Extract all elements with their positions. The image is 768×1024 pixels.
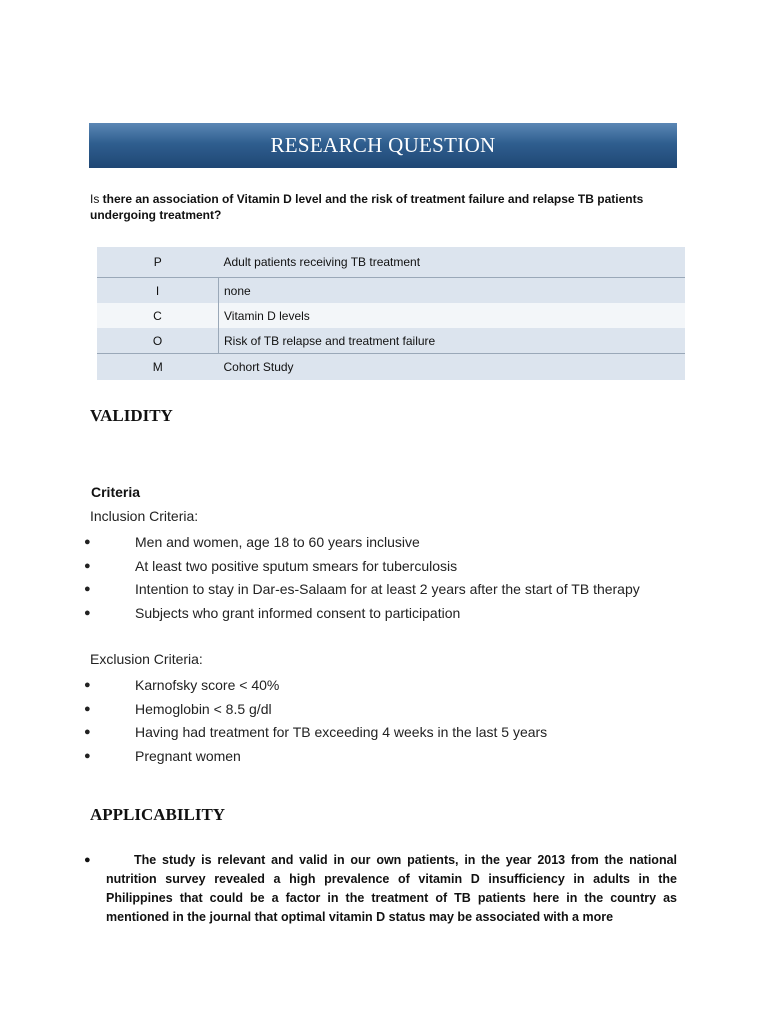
pico-value: Risk of TB relapse and treatment failure [219,328,686,354]
exclusion-item: Hemoglobin < 8.5 g/dl [135,700,272,717]
bullet-icon: ● [84,726,91,739]
question-body: there an association of Vitamin D level and the risk of treatment failure and relapse TB patients undergoing treatment? [90,192,644,222]
pico-key: M [97,354,219,381]
inclusion-item: At least two positive sputum smears for tuberculosis [135,557,458,574]
exclusion-label: Exclusion Criteria: [90,651,203,667]
inclusion-item: Subjects who grant informed consent to participation [135,605,461,622]
inclusion-label: Inclusion Criteria: [90,508,199,524]
pico-table [97,247,685,380]
criteria-title: Criteria [91,484,141,500]
list-item [0,604,768,628]
validity-heading: VALIDITY [90,406,173,425]
applicability-paragraph [106,851,677,927]
inclusion-list [0,533,768,628]
exclusion-item: Having had treatment for TB exceeding 4 weeks in the last 5 years [135,724,548,741]
pico-row-p [97,247,685,278]
pico-row-c [97,303,685,328]
list-item [0,580,768,604]
list-item [0,533,768,557]
inclusion-item: Men and women, age 18 to 60 years inclusive [135,534,420,550]
bullet-icon: ● [84,536,91,548]
list-item [0,557,768,581]
bullet-icon: ● [84,854,91,866]
bullet-icon: ● [84,559,91,572]
question-prefix: Is [90,192,100,206]
bullet-icon: ● [84,702,91,715]
research-question-text [90,191,680,223]
applicability-heading: APPLICABILITY [90,805,226,824]
pico-value: Vitamin D levels [219,303,686,328]
pico-value: Cohort Study [219,354,686,381]
list-item [0,700,768,724]
pico-value: Adult patients receiving TB treatment [219,247,686,278]
pico-value: none [219,278,686,304]
pico-key: C [97,303,219,328]
exclusion-item: Karnofsky score < 40% [135,677,280,693]
pico-key: I [97,278,219,304]
list-item [0,676,768,700]
bullet-icon: ● [84,750,91,763]
pico-key: O [97,328,219,354]
exclusion-list [0,676,768,771]
pico-key: P [97,247,219,278]
list-item [0,747,768,771]
bullet-icon: ● [84,607,91,620]
pico-row-i [97,278,685,304]
pico-row-m [97,354,685,381]
applicability-text: The study is relevant and valid in our own patients, in the year 2013 from the national nutrition survey revealed a high prevalence of vitamin D insufficiency in adults in the Philippines that could be a factor in the treatment of TB patients here in the country as mentioned in the journal that optimal vitamin D status may be associated with a more [106,853,677,924]
exclusion-item: Pregnant women [135,748,241,765]
inclusion-item: Intention to stay in Dar-es-Salaam for at least 2 years after the start of TB therapy [135,581,640,598]
research-question-banner: RESEARCH QUESTION [89,123,677,168]
bullet-icon: ● [84,679,91,691]
bullet-icon: ● [84,583,91,596]
pico-row-o [97,328,685,354]
list-item [0,723,768,747]
